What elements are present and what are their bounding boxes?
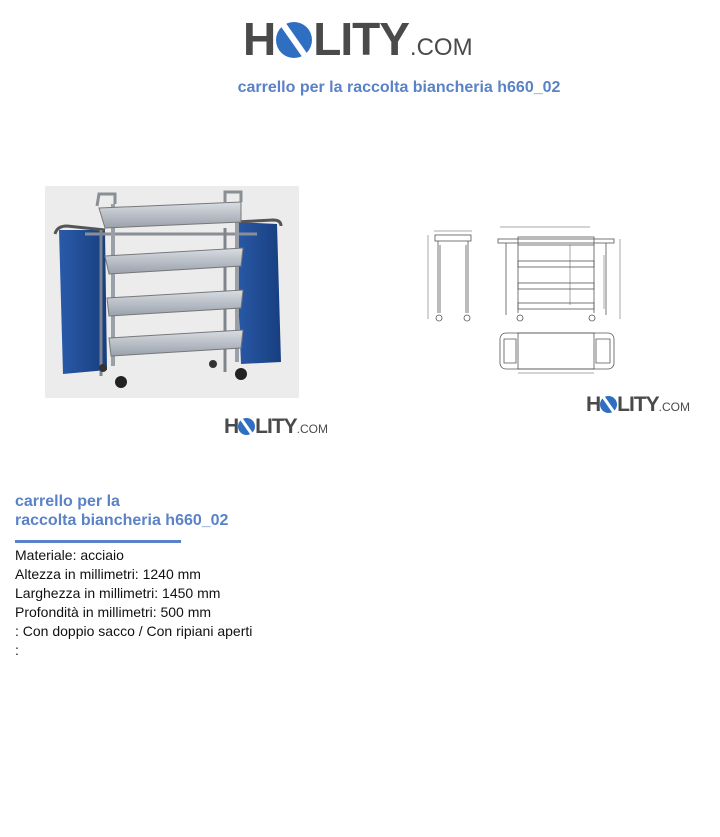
spec-height: Altezza in millimetri: 1240 mm <box>15 566 201 582</box>
product-photo <box>45 186 299 398</box>
product-name-line-2: raccolta biancheria h660_02 <box>15 512 229 529</box>
page-title: carrello per la raccolta biancheria h660_02 <box>237 79 561 96</box>
logo-circle-icon <box>276 22 312 58</box>
spec-features: : Con doppio sacco / Con ripiani aperti <box>15 623 253 639</box>
product-name-line-1: carrello per la <box>15 493 120 510</box>
section-divider <box>15 540 181 543</box>
spec-width: Larghezza in millimetri: 1450 mm <box>15 585 221 601</box>
logo-circle-icon <box>238 418 255 435</box>
spec-material: Materiale: acciaio <box>15 547 124 563</box>
brand-logo-small: H LITY .COM <box>224 415 329 438</box>
brand-logo-small-2: H LITY .COM <box>586 393 691 416</box>
technical-drawing <box>420 215 645 375</box>
spec-empty: : <box>15 642 19 658</box>
product-name <box>15 492 255 530</box>
brand-logo[interactable]: H LITY .COM <box>243 13 473 65</box>
logo-circle-icon <box>600 396 617 413</box>
spec-depth: Profondità in millimetri: 500 mm <box>15 604 212 620</box>
spec-list <box>15 546 252 660</box>
